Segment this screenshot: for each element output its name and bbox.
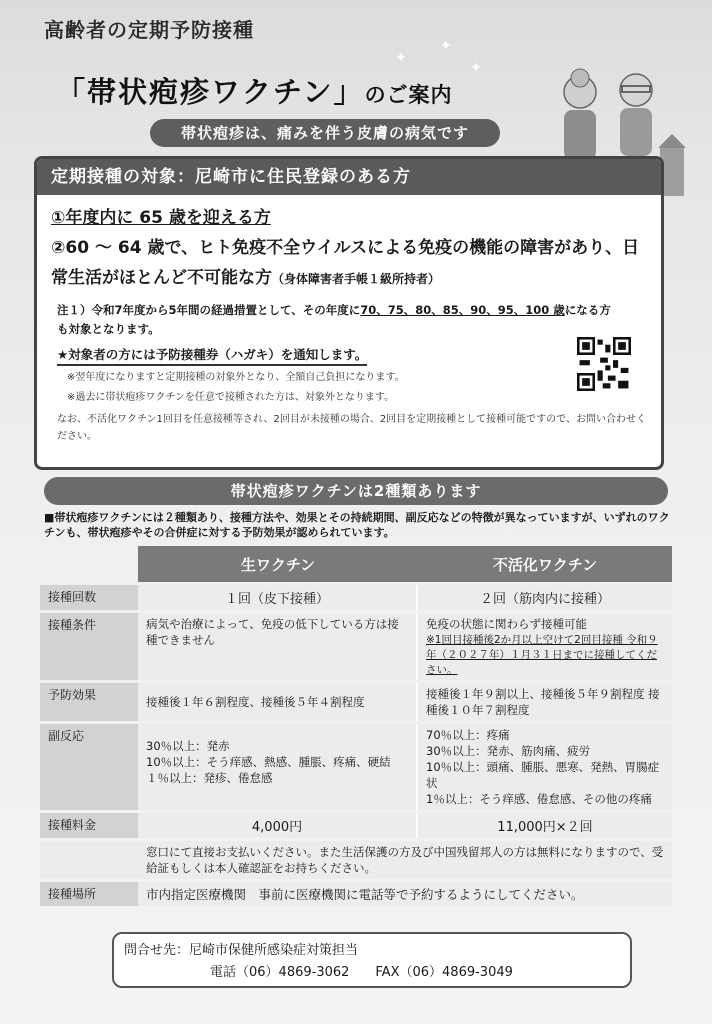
- fee-note: 窓口にて直接お支払いください。また生活保護の方及び中国残留邦人の方は無料になりますので、受給証もしくは本人確認証をお持ちください。: [138, 841, 672, 879]
- row-label-effect: 予防効果: [40, 683, 138, 721]
- header-blank: [40, 546, 138, 582]
- side-effects-live: [138, 724, 418, 810]
- vaccine-intro: ■帯状疱疹ワクチンには２種類あり、接種方法や、効果とその持続期間、副反応などの特徴が異なっていますが、いずれのワクチンも、帯状疱疹やその合併症に対する予防効果が認められています。: [44, 511, 670, 539]
- target-item-1: ①年度内に 65 歳を迎える方: [51, 208, 271, 228]
- side-live-3: １％以上：発疹、倦怠感: [146, 771, 273, 785]
- row-label-condition: 接種条件: [40, 613, 138, 680]
- target-heading: 定期接種の対象：尼崎市に住民登録のある方: [37, 159, 664, 195]
- fee-inactive: 11,000円×２回: [418, 813, 672, 838]
- bird-icon: ✦: [440, 38, 452, 54]
- row-label-place: 接種場所: [40, 882, 138, 906]
- table-row: [40, 585, 672, 610]
- effect-inactive: 接種後１年９割以上、接種後５年９割程度 接種後１０年７割程度: [418, 683, 672, 721]
- condition-live: 病気や治療によって、免疫の低下している方は接種できません: [138, 613, 418, 680]
- vaccine-types-heading: 帯状疱疹ワクチンは2種類あります: [44, 477, 668, 505]
- bird-icon: ✦: [470, 60, 482, 76]
- effect-live: 接種後１年６割程度、接種後５年４割程度: [138, 683, 418, 721]
- contact-box: [112, 932, 632, 988]
- place-value: 市内指定医療機関 事前に医療機関に電話等で予約するようにしてください。: [138, 882, 672, 906]
- notify-line: ★対象者の方には予防接種券（ハガキ）を通知します。: [57, 345, 367, 366]
- page-title: [56, 70, 453, 111]
- contact-department: 問合せ先：尼崎市保健所感染症対策担当: [124, 943, 359, 958]
- condition-inactive-text: 免疫の状態に関わらず接種可能: [426, 617, 587, 631]
- count-inactive: ２回（筋肉内に接種）: [418, 585, 672, 610]
- side-in-3: 10％以上：頭痛、腫脹、悪寒、発熱、胃腸症状: [426, 760, 660, 790]
- table-row: [40, 724, 672, 810]
- row-label-side-effects: 副反応: [40, 724, 138, 810]
- side-in-4: 1％以上：そう痒感、倦怠感、その他の疼痛: [426, 792, 652, 806]
- note-suffix: になる方も対象となります。: [57, 303, 611, 336]
- side-live-1: 30％以上：発赤: [146, 739, 230, 753]
- target-item-2: [51, 233, 651, 294]
- bird-icon: ✦: [395, 50, 407, 66]
- side-live-2: 10％以上：そう痒感、熱感、腫脹、疼痛、硬結: [146, 755, 391, 769]
- subtitle-band: 帯状疱疹は、痛みを伴う皮膚の病気です: [150, 119, 500, 147]
- table-row: [40, 813, 672, 838]
- target-section: [34, 156, 664, 470]
- table-row: [40, 613, 672, 680]
- title-suffix: のご案内: [364, 83, 453, 107]
- transition-note: [57, 301, 617, 339]
- side-in-2: 30％以上：発赤、筋肉痛、疲労: [426, 744, 591, 758]
- title-main: 「帯状疱疹ワクチン」: [56, 75, 365, 109]
- header-live-vaccine: 生ワクチン: [138, 546, 418, 582]
- note-ages: 70、75、80、85、90、95、100 歳: [360, 303, 565, 317]
- side-in-1: 70％以上：疼痛: [426, 728, 510, 742]
- condition-inactive: [418, 613, 672, 680]
- target-item-2-note: （身体障害者手帳１級所持者）: [272, 272, 441, 286]
- table-header-row: [40, 546, 672, 582]
- table-row: [40, 882, 672, 906]
- count-live: １回（皮下接種）: [138, 585, 418, 610]
- page-kicker: 高齢者の定期予防接種: [44, 18, 254, 42]
- qr-code-icon: [577, 337, 631, 391]
- fee-note-spacer: [40, 841, 138, 879]
- header-inactivated-vaccine: 不活化ワクチン: [418, 546, 672, 582]
- table-row: [40, 841, 672, 879]
- row-label-fee: 接種料金: [40, 813, 138, 838]
- fee-live: 4,000円: [138, 813, 418, 838]
- small-note-1: ※翌年度になりますと定期接種の対象外となり、全額自己負担になります。: [67, 372, 405, 383]
- note-prefix: 注１）令和7年度から5年間の経過措置として、その年度に: [57, 303, 361, 317]
- table-row: [40, 683, 672, 721]
- contact-phone-fax: 電話（06）4869-3062 FAX（06）4869-3049: [210, 965, 513, 980]
- small-note-3: なお、不活化ワクチン1回目を任意接種等され、2回目が未接種の場合、2回目を定期接種として接種可能ですので、お問い合わせください。: [57, 414, 646, 442]
- small-note-2: ※過去に帯状疱疹ワクチンを任意で接種された方は、対象外となります。: [67, 392, 395, 403]
- target-item-2-text: ②60 ～ 64 歳で、ヒト免疫不全ウイルスによる免疫の機能の障害があり、日常生活がほとんど不可能な方: [51, 238, 640, 288]
- side-effects-inactive: [418, 724, 672, 810]
- row-label-count: 接種回数: [40, 585, 138, 610]
- vaccine-comparison-table: [40, 543, 672, 909]
- condition-inactive-note: ※1回目接種後2か月以上空けて2回目接種 令和９年（２０２７年）１月３１日までに接種してください。: [426, 634, 658, 676]
